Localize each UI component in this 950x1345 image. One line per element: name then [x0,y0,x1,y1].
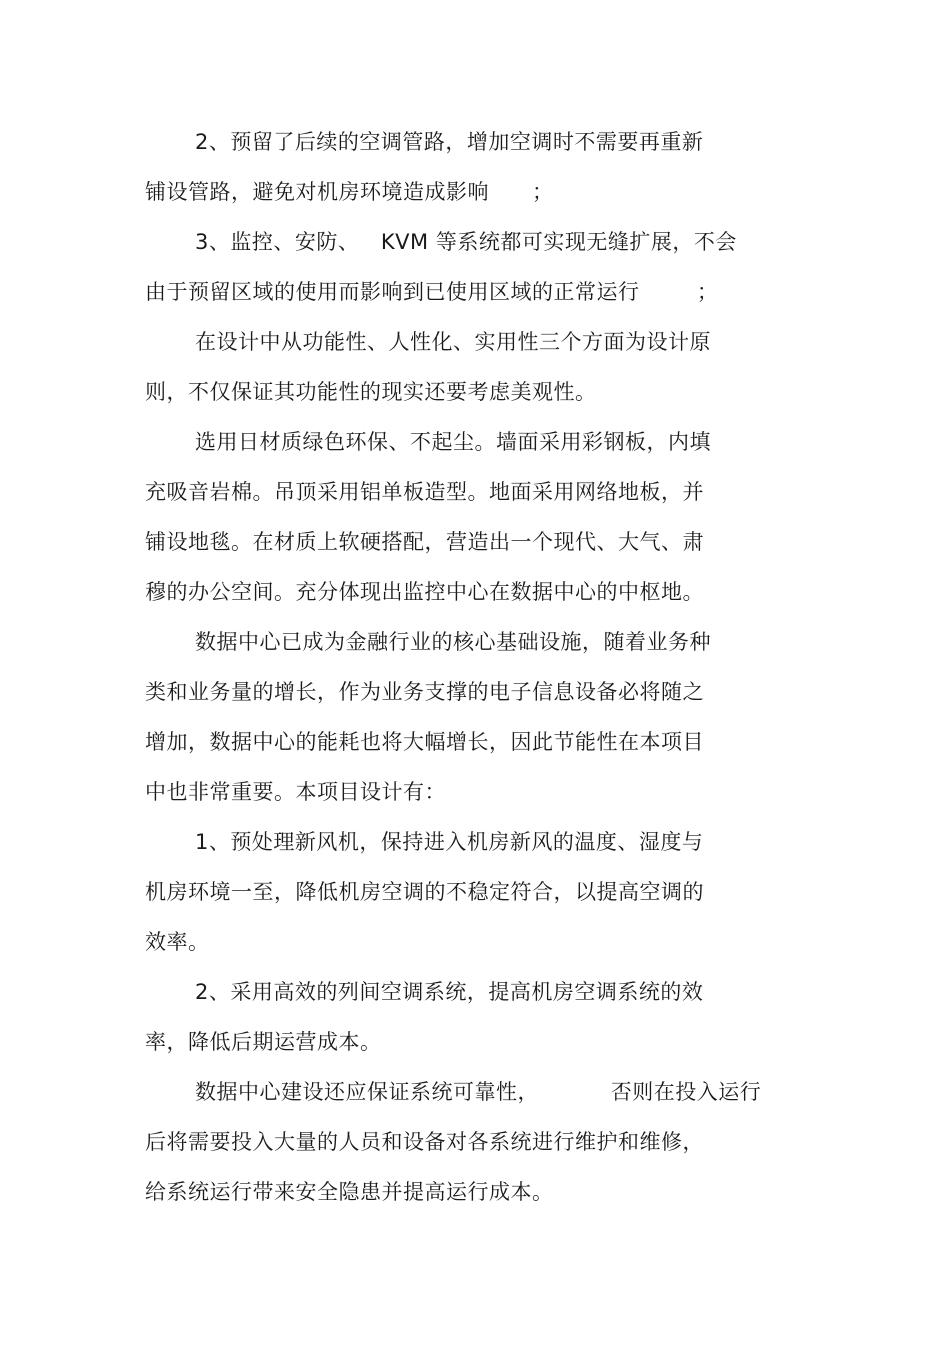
text-line: 数据中心已成为金融行业的核心基础设施，随着业务种 [195,630,711,654]
text-line: 数据中心建设还应保证系统可靠性， 否则在投入运行 [195,1080,762,1104]
text-line: 增加，数据中心的能耗也将大幅增长，因此节能性在本项目 [145,730,704,754]
text-line: 则，不仅保证其功能性的现实还要考虑美观性。 [145,380,597,404]
text-line: 由于预留区域的使用而影响到已使用区域的正常运行 ； [145,280,719,304]
text-line: 效率。 [145,930,210,954]
text-line: 类和业务量的增长，作为业务支撑的电子信息设备必将随之 [145,680,704,704]
text-line: 后将需要投入大量的人员和设备对各系统进行维护和维修， [145,1130,704,1154]
text-line: 铺设管路，避免对机房环境造成影响 ； [145,180,554,204]
text-line: 铺设地毯。在材质上软硬搭配，营造出一个现代、大气、肃 [145,530,704,554]
text-line: 1、预处理新风机，保持进入机房新风的温度、湿度与 [195,830,704,854]
text-line: 率，降低后期运营成本。 [145,1030,382,1054]
text-line: 2、预留了后续的空调管路，增加空调时不需要再重新 [195,130,704,154]
text-line: 穆的办公空间。充分体现出监控中心在数据中心的中枢地。 [145,580,704,604]
text-line: 2、采用高效的列间空调系统，提高机房空调系统的效 [195,980,704,1004]
text-line: 给系统运行带来安全隐患并提高运行成本。 [145,1180,554,1204]
text-line: 3、监控、安防、 KVM 等系统都可实现无缝扩展，不会 [195,230,737,254]
text-line: 机房环境一至，降低机房空调的不稳定符合，以提高空调的 [145,880,704,904]
text-line: 充吸音岩棉。吊顶采用铝单板造型。地面采用网络地板，并 [145,480,704,504]
text-line: 中也非常重要。本项目设计有： [145,780,446,804]
text-line: 选用日材质绿色环保、不起尘。墙面采用彩钢板，内填 [195,430,711,454]
text-line: 在设计中从功能性、人性化、实用性三个方面为设计原 [195,330,711,354]
